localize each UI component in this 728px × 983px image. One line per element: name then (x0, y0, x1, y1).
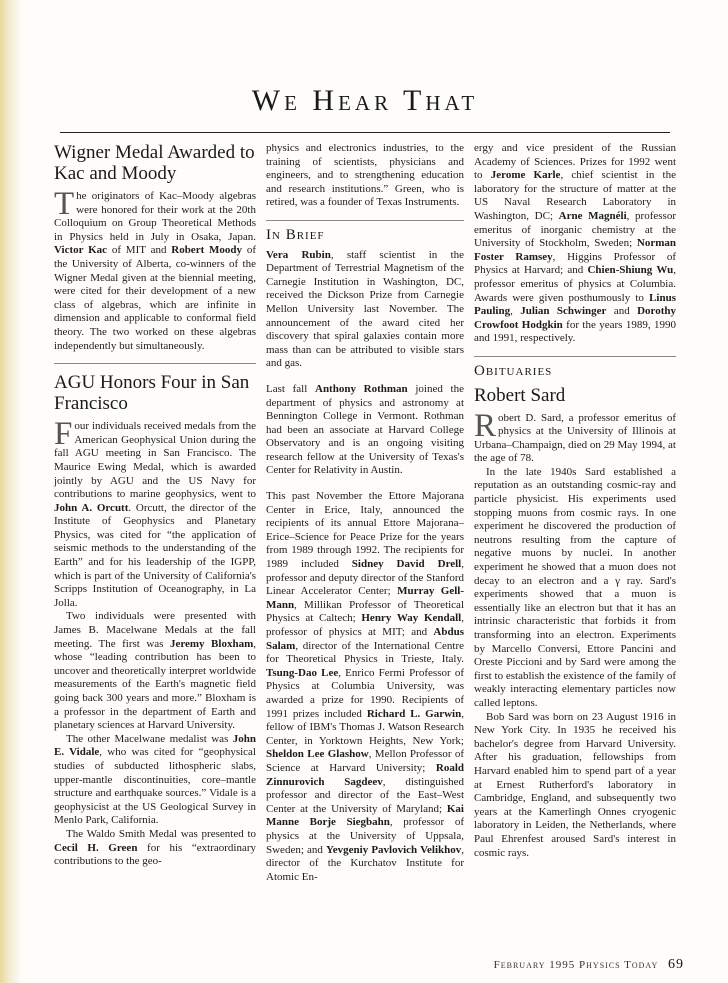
person-name: Abdus Salam (266, 626, 464, 652)
person-name: Henry Way Kendall (361, 612, 462, 625)
person-name: Norman Foster Ramsey (474, 237, 676, 263)
person-name: Yevgeniy Pavlovich Velikhov (326, 843, 462, 856)
masthead: We Hear That (251, 84, 479, 117)
person-name: Arne Magnéli (558, 209, 627, 222)
obituary-drop-cap: R (474, 407, 497, 444)
brief-item-majorana: This past November the Ettore Majorana Center in Erice, Italy, announced the recipients of its annual Ettore Majorana–Erice–Science for Peace Prize for the years from 1989 through 1992. The recipients for 1989 included Sidney David Drell, professor and deputy director of the Stanford Linear Accelerator Center; Murray Gell-Mann, Millikan Professor of Theoretical Physics at Caltech; Henry Way Kendall, professor of physics at MIT; and Abdus Salam, director of the International Centre for Theoretical Physics in Trieste, Italy. Tsung-Dao Lee, Enrico Fermi Professor of Physics at Columbia University, was awarded a prize for 1990. Recipients of 1991 prizes included Richard L. Garwin, fellow of IBM's Thomas J. Watson Research Center, in Yorktown Heights, New York; Sheldon Lee Glashow, Mellon Professor of Science at Harvard University; Roald Zinnurovich Sagdeev, distinguished professor and director of the East–West Center at the University of Maryland; Kai Manne Borje Siegbahn, professor of physics at the University of Uppsala, Sweden; and Yevgeniy Pavlovich Velikhov, director of the Kurchatov Institute for Atomic En- (266, 490, 464, 883)
obituary-paragraph-3: Bob Sard was born on 23 August 1916 in New York City. In 1935 he received his bachelor's degree from Harvard University. After his graduation, fellowships from Harvard enabled him to spend part of a year at Ernest Rutherford's laboratory in Cambridge, England, and subsequently two years at the Kamerlingh Onnes cryogenic laboratory in Leiden, the Netherlands, where Paul Ehrenfest aroused Sard's interest in cosmic rays. (474, 710, 676, 859)
obituaries-title: Obituaries (474, 362, 553, 379)
person-name: Murray Gell-Mann (266, 585, 464, 611)
person-name: Sheldon Lee Glashow (266, 748, 369, 761)
agu-paragraph-3: The other Macelwane medalist was John E. Vidale, who was cited for “geophysical studies of subducted lithospheric slabs, upper-mantle discontinuities, core–mantle structure and earthquake sources.” Vidale is a geophysicist at the US Geological Survey in Menlo Park, California. (54, 732, 256, 827)
masthead-rule (60, 132, 670, 133)
in-brief-title: In Brief (266, 226, 325, 243)
person-name: Roald Zinnurovich Sagdeev (266, 761, 464, 788)
wigner-headline: Wigner Medal Awarded to Kac and Moody (54, 142, 255, 184)
person-name: Victor Kac (54, 244, 108, 257)
column-3 (474, 142, 676, 860)
person-name: Jerome Karle (490, 169, 561, 182)
section-divider (474, 356, 676, 357)
page-number: 69 (668, 957, 684, 972)
agu-headline: AGU Honors Four in San Francisco (54, 372, 250, 415)
agu-drop-cap: F (54, 416, 73, 453)
brief-item-rubin: Vera Rubin, staff scientist in the Department of Terrestrial Magnetism of the Carnegie Institution in Washington, DC, received the Dickson Prize from Carnegie Mellon University last November. The announcement of the award cited her discovery that spiral galaxies contain more mass than can be attributed to visible stars and gas. (266, 248, 464, 370)
agu-paragraph-4: The Waldo Smith Medal was presented to Cecil H. Green for his “extraordinary contributions to the geo- (54, 827, 257, 868)
person-name: Jeremy Bloxham (169, 637, 254, 650)
person-name: Cecil H. Green (54, 841, 138, 854)
majorana-continuation: ergy and vice president of the Russian Academy of Sciences. Prizes for 1992 went to Jerome Karle, chief scientist in the laboratory for the structure of matter at the US Naval Research Laboratory in Washington, DC; Arne Magnéli, professor emeritus of inorganic chemistry at the University of Stockholm, Sweden; Norman Foster Ramsey, Higgins Professor of Physics at Harvard; and Chien-Shiung Wu, professor emeritus of physics at Columbia. Awards were given posthumously to Linus Pauling, Julian Schwinger and Dorothy Crowfoot Hodgkin for the years 1989, 1990 and 1991, respectively. (474, 142, 676, 345)
agu-continuation: physics and electronics industries, to the training of scientists, physicians and engineers, and to strengthening education and research institutions.” Green, who is retired, was a founder of Texas Instruments. (266, 142, 464, 209)
person-name: John A. Orcutt (54, 501, 129, 514)
section-divider (54, 363, 256, 364)
person-name: Richard L. Garwin (366, 707, 462, 720)
person-name: Chien-Shiung Wu (587, 264, 674, 277)
person-name: Dorothy Crowfoot Hodgkin (474, 305, 676, 331)
person-name: Tsung-Dao Lee (266, 666, 339, 679)
page-footer (494, 957, 684, 973)
wigner-paragraph: The originators of Kac–Moody algebras were honored for their work at the 20th Colloquium on Group Theoretical Methods in Physics held in July in Osaka, Japan. Victor Kac of MIT and Robert Moody of the University of Alberta, co-winners of the Wigner Medal given at the biennial meeting, were cited for their development of a new class of algebras, which are infinite in dimension and applicable to conformal field theory. The two worked on these algebras independently but simultaneously. (54, 186, 257, 352)
brief-item-rothman: Last fall Anthony Rothman joined the department of physics and astronomy at Bennington College in Vermont. Rothman had been an associate at Harvard College Observatory and is an ongoing visiting research fellow at the University of Texas's Center for Relativity in Austin. (266, 382, 464, 477)
person-name: Sidney David Drell (351, 558, 462, 571)
person-name: John E. Vidale (54, 732, 256, 759)
agu-paragraph-1: Four individuals received medals from the American Geophysical Union during the fall AGU meeting in San Francisco. The Maurice Ewing Medal, which is awarded jointly by AGU and the US Navy for contributions to marine geophysics, went to John A. Orcutt. Orcutt, the director of the Institute of Geophysics and Planetary Physics, was cited for “the application of seismic methods to the understanding of the Earth” and for his leadership of the IGPP, which is part of the University of California's Scripps Institution of Oceanography, in La Jolla. (54, 416, 256, 609)
person-name: Julian Schwinger (520, 305, 607, 318)
wigner-drop-cap: T (54, 186, 75, 222)
journal-name: Physics Today (579, 959, 659, 971)
agu-paragraph-2: Two individuals were presented with James B. Macelwane Medals at the fall meeting. The first was Jeremy Bloxham, whose “leading contribution has been to uncover and theoretically interpret worldwide measurements of the Earth's magnetic field going back 300 years and more.” Bloxham is a professor in the department of Earth and planetary sciences at Harvard University. (54, 610, 256, 732)
page-edge (0, 0, 22, 983)
obituary-name: Robert Sard (474, 384, 566, 406)
section-divider (266, 220, 464, 221)
person-name: Linus Pauling (474, 291, 676, 318)
person-name: Kai Manne Borje Siegbahn (266, 802, 464, 829)
column-2 (266, 142, 464, 884)
obituary-paragraph-1: Robert D. Sard, a professor emeritus of physics at the University of Illinois at Urbana–Champaign, died on 29 May 1994, at the age of 78. (474, 407, 676, 465)
obituary-paragraph-2: In the late 1940s Sard established a reputation as an outstanding cosmic-ray and particle physicist. His experiments used stopping muons from cosmic rays. In one experiment he discovered the production of neutrons resulting from the capture of negative muons by nuclei. In another experiment he showed that a muon does not decay to an electron and a γ ray. Sard's experiments showed that a muon is essentially like an electron but that it has an intrinsic characteristic that forbids it from transforming into an electron. Experiments by Marcello Conversi, Ettore Pancini and Oreste Piccioni and by Sard were among the first to establish the existence of the family of weakly interacting elementary particles now called leptons. (474, 465, 676, 709)
person-name: Robert Moody (171, 244, 243, 257)
person-name: Anthony Rothman (315, 382, 408, 395)
issue-date: February 1995 (493, 959, 576, 971)
person-name: Vera Rubin (266, 248, 331, 261)
column-1 (54, 142, 256, 869)
